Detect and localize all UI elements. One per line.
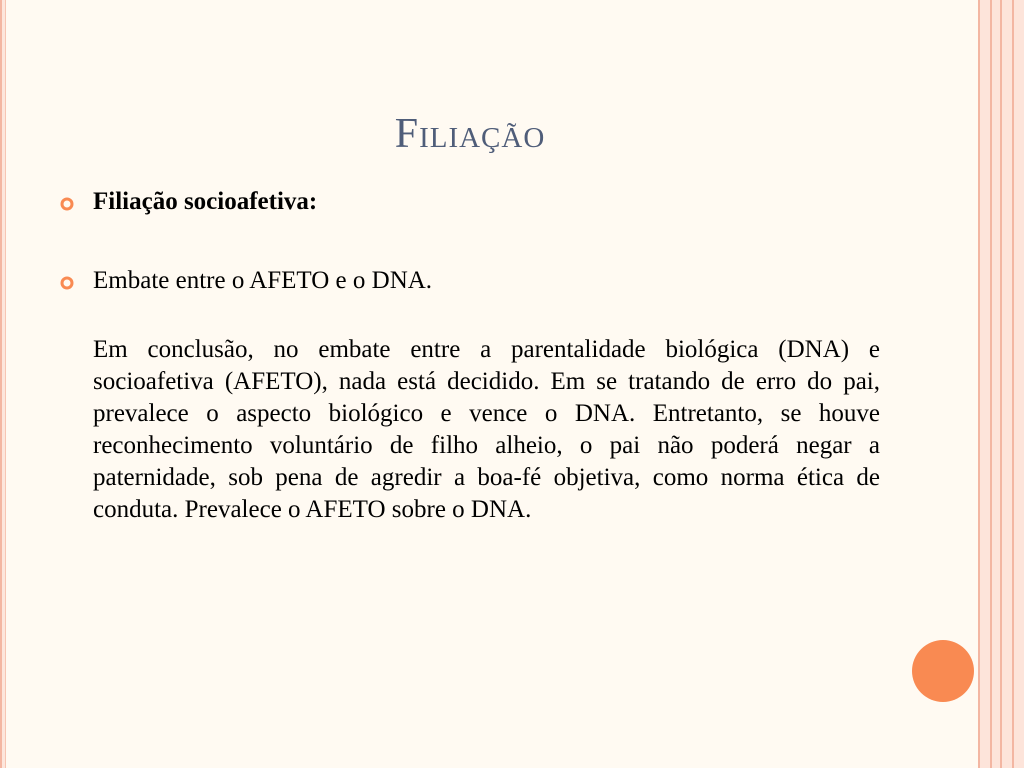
bullet-item	[60, 186, 880, 219]
decorative-orange-circle	[912, 640, 974, 702]
bullet-text: Filiação socioafetiva:	[93, 188, 318, 215]
slide-title: Filiação	[394, 111, 546, 157]
bullet-item	[60, 265, 880, 298]
right-border-stripes	[976, 0, 1024, 768]
slide-content	[60, 182, 880, 526]
body-paragraph: Em conclusão, no embate entre a parentalidade biológica (DNA) e socioafetiva (AFETO), nada está decidido. Em se tratando de erro do pai, prevalece o aspecto biológico e vence o DNA. Entretanto, se houve reconhecimento voluntário de filho alheio, o pai não poderá negar a paternidade, sob pena de agredir a boa-fé objetiva, como norma ética de conduta. Prevalece o AFETO sobre o DNA.	[93, 336, 880, 523]
circle-bullet-icon	[60, 276, 74, 290]
circle-bullet-icon	[60, 197, 74, 211]
left-border-stripes	[0, 0, 8, 768]
bullet-text: Embate entre o AFETO e o DNA.	[93, 266, 433, 294]
